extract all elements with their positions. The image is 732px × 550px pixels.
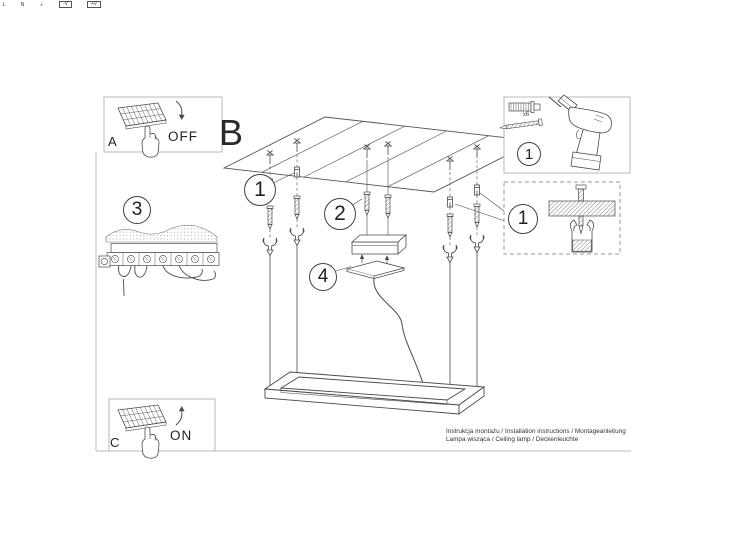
footer-text: [446, 428, 626, 444]
callout-wiring: 3: [123, 196, 151, 224]
power-cable: [374, 278, 424, 387]
canopy-plate: [347, 261, 404, 279]
terminal-n: N: [20, 1, 25, 8]
terminal-plus-v: +V: [87, 1, 101, 8]
step-a-label: A: [108, 134, 117, 149]
footer-line-1: Instrukcja montażu / Installation instructions / Montageanleitung: [446, 428, 626, 435]
terminal-l: L: [3, 1, 6, 8]
terminal-minus-v: -V: [59, 1, 72, 8]
footer-line-2: Lampa wisząca / Ceiling lamp / Deckenleuchte: [446, 436, 579, 443]
terminal-earth: ⏚: [39, 2, 45, 8]
off-label: OFF: [168, 129, 198, 144]
callout-screws: 2: [324, 198, 356, 230]
callout-canopy: 4: [309, 263, 337, 291]
on-label: ON: [170, 428, 193, 443]
step-c-label: C: [110, 435, 120, 450]
step-b-label: B: [219, 112, 244, 153]
lamp-frame: [265, 372, 484, 414]
callout-anchors: 1: [244, 174, 276, 206]
anchor-quantity: x6: [522, 112, 530, 118]
callout-parts-box: 1: [517, 142, 541, 166]
switch-off-box: [104, 97, 222, 152]
driver-box: [352, 235, 406, 254]
wiring-detail: [99, 225, 219, 296]
callout-anchor-detail: 1: [508, 204, 538, 234]
